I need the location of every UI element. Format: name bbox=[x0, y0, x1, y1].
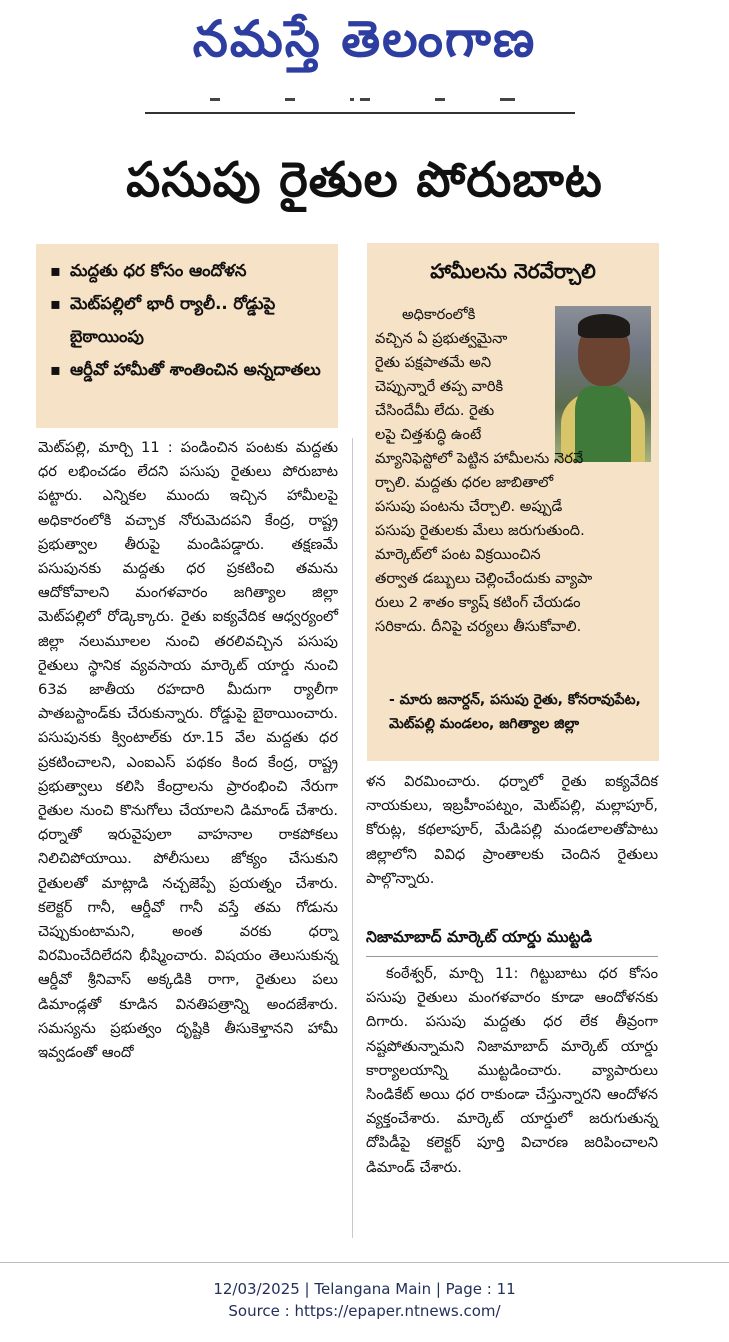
quote-line: చేసిందేమీ లేదు. రైతు bbox=[375, 402, 495, 419]
quote-line: పసుపు రైతులకు మేలు జరుగుతుంది. bbox=[375, 522, 585, 539]
main-story-body: మెట్‌పల్లి, మార్చి 11 : పండించిన పంటకు మద్దతు ధర లభించడం లేదని పసుపు రైతులు పోరుబాట పట్టారు. ఎన్నికల ముందు ఇచ్చిన హామీలపై అధికారంలోకి వచ్చాక నోరుమెదపని కేంద్ర, రాష్ట్ర ప్రభుత్వాల తీరుపై మండిపడ్డారు. తక్షణమే పసుపునకు మద్దతు ధర ప్రకటించి తమను ఆదోకోవాలని మంగళవారం జగిత్యాల జిల్లా మెట్‌పల్లిలో రోడ్కెక్కారు. రైతు ఐక్యవేదిక ఆధ్వర్యంలో జిల్లా నలుమూలల నుంచి తరలివచ్చిన పసుపు రైతులు స్థానిక వ్యవసాయ మార్కెట్ యార్డు నుంచి 63వ జాతీయ రహదారి మీదుగా ర్యాలీగా పాతబస్టాండ్‌కు చేరుకున్నారు. రోడ్డుపై బైఠాయించారు. పసుపునకు క్వింటాల్‌కు రూ.15 వేల మద్దతు ధర ప్రకటించాలని, ఎంఐఎస్ పథకం కింద కేంద్ర, రాష్ట్ర ప్రభుత్వాలు కలిసి కేంద్రాలను ప్రారంభించి నేరుగా రైతుల నుంచి కొనుగోలు చేయాలని డిమాండ్ చేశారు. ధర్నాతో ఇరువైపులా వాహనాల రాకపోకలు నిలిచిపోయాయి. పోలీసులు జోక్యం చేసుకుని రైతులతో మాట్లాడి నచ్చజెప్పే ప్రయత్నం చేశారు. కలెక్టర్ గానీ, ఆర్డీవో గానీ వస్తే తమ గోడును చెప్పుకుంటామని, అంత వరకు ధర్నా విరమించేదిలేదని భీష్మించారు. విషయం తెలుసుకున్న ఆర్డీవో శ్రీనివాస్ అక్కడికి రాగా, రైతులు పలు డిమాండ్లతో కూడిన వినతిపత్రాన్ని అందజేశారు. సమస్యను ప్రభుత్వం దృష్టికి తీసుకెళ్తానని హామీ ఇవ్వడంతో ఆందో bbox=[38, 439, 338, 1062]
quote-line: తర్వాత డబ్బులు చెల్లించేందుకు వ్యాపా bbox=[375, 570, 593, 587]
quote-line: అధికారంలోకి bbox=[402, 306, 476, 323]
highlight-text: మెట్‌పల్లిలో భారీ ర్యాలీ.. రోడ్డుపై బైఠాయింపు bbox=[70, 294, 276, 346]
quote-line: చెప్పున్నారే తప్ప వారికి bbox=[375, 378, 504, 395]
headline: పసుపు రైతుల పోరుబాట bbox=[126, 152, 603, 208]
bullet-icon: ▪ bbox=[50, 294, 61, 313]
masthead bbox=[0, 4, 729, 74]
highlights-box bbox=[36, 244, 338, 428]
quote-line: మార్కెట్‌లో పంట విక్రయించిన bbox=[375, 546, 541, 563]
farmer-portrait-photo bbox=[555, 306, 651, 462]
highlight-text: మద్దతు ధర కోసం ఆందోళన bbox=[70, 261, 247, 280]
quote-line: ర్చాలి. మద్దతు ధరల జాబితాలో bbox=[375, 474, 554, 491]
quote-box bbox=[367, 243, 659, 761]
quote-line: రులు 2 శాతం క్యాష్ కటింగ్ చేయడం bbox=[375, 594, 581, 611]
second-story-title: నిజామాబాద్ మార్కెట్ యార్డు ముట్టడి bbox=[366, 928, 593, 946]
quote-line: వచ్చిన ఏ ప్రభుత్వమైనా bbox=[375, 330, 508, 347]
bullet-icon: ▪ bbox=[50, 261, 61, 280]
masthead-logo: నమస్తే తెలంగాణ bbox=[192, 10, 537, 68]
photo-scarf bbox=[575, 386, 631, 462]
quote-title: హామీలను నెరవేర్చాలి bbox=[430, 259, 596, 283]
highlight-item bbox=[50, 353, 328, 386]
masthead-rule bbox=[145, 112, 575, 114]
second-story-rule bbox=[366, 956, 658, 957]
main-story-continuation: ళన విరమించారు. ధర్నాలో రైతు ఐక్యవేదిక నాయకులు, ఇబ్రహీంపట్నం, మెట్‌పల్లి, మల్లాపూర్, కోరుట్ల, కథలాపూర్, మేడిపల్లి మండలాలతోపాటు జిల్లాలోని వివిధ ప్రాంతాలకు చెందిన రైతులు పాల్గొన్నారు. bbox=[366, 773, 658, 887]
quote-line: మ్యానిఫెస్టోలో పెట్టిన హామీలను నెరవే bbox=[375, 450, 584, 467]
highlight-item bbox=[50, 254, 328, 287]
quote-line: సరికాదు. దీనిపై చర్యలు తీసుకోవాలి. bbox=[375, 618, 582, 635]
column-divider bbox=[352, 438, 353, 1238]
footer-date-line: 12/03/2025 | Telangana Main | Page : 11 bbox=[213, 1280, 516, 1298]
masthead-ornament bbox=[145, 98, 575, 110]
highlight-item bbox=[50, 287, 328, 353]
quote-line: రైతు పక్షపాతమే అని bbox=[375, 354, 492, 371]
highlights-list bbox=[50, 254, 328, 386]
second-story-body: కంఠేశ్వర్, మార్చి 11: గిట్టుబాటు ధర కోసం పసుపు రైతులు మంగళవారం కూడా ఆందోళనకు దిగారు. పసుపు మద్దతు ధర లేక తీవ్రంగా నష్టపోతున్నామని నిజామాబాద్ మార్కెట్ యార్డు కార్యాలయాన్ని ముట్టడించారు. వ్యాపారులు సిండికేట్ అయి ధర రాకుండా చేస్తున్నారని ఆందోళన వ్యక్తంచేశారు. మార్కెట్ యార్డులో జరుగుతున్న దోపిడీపై కలెక్టర్ పూర్తి విచారణ జరిపించాలని డిమాండ్ చేశారు. bbox=[366, 965, 658, 1176]
highlight-text: ఆర్డీవో హామీతో శాంతించిన అన్నదాతలు bbox=[70, 360, 321, 379]
photo-hair bbox=[578, 314, 630, 338]
footer-rule bbox=[0, 1262, 729, 1263]
footer bbox=[0, 1278, 729, 1322]
quote-byline: - మారు జనార్దన్, పసుపు రైతు, కోనరావుపేట, మెట్‌పల్లి మండలం, జగిత్యాల జిల్లా bbox=[389, 692, 641, 732]
bullet-icon: ▪ bbox=[50, 360, 61, 379]
quote-line: లపై చిత్తశుద్ధి ఉంటే bbox=[375, 426, 482, 443]
footer-source-line: Source : https://epaper.ntnews.com/ bbox=[228, 1302, 501, 1320]
quote-line: పసుపు పంటను చేర్చాలి. అప్పుడే bbox=[375, 498, 563, 515]
